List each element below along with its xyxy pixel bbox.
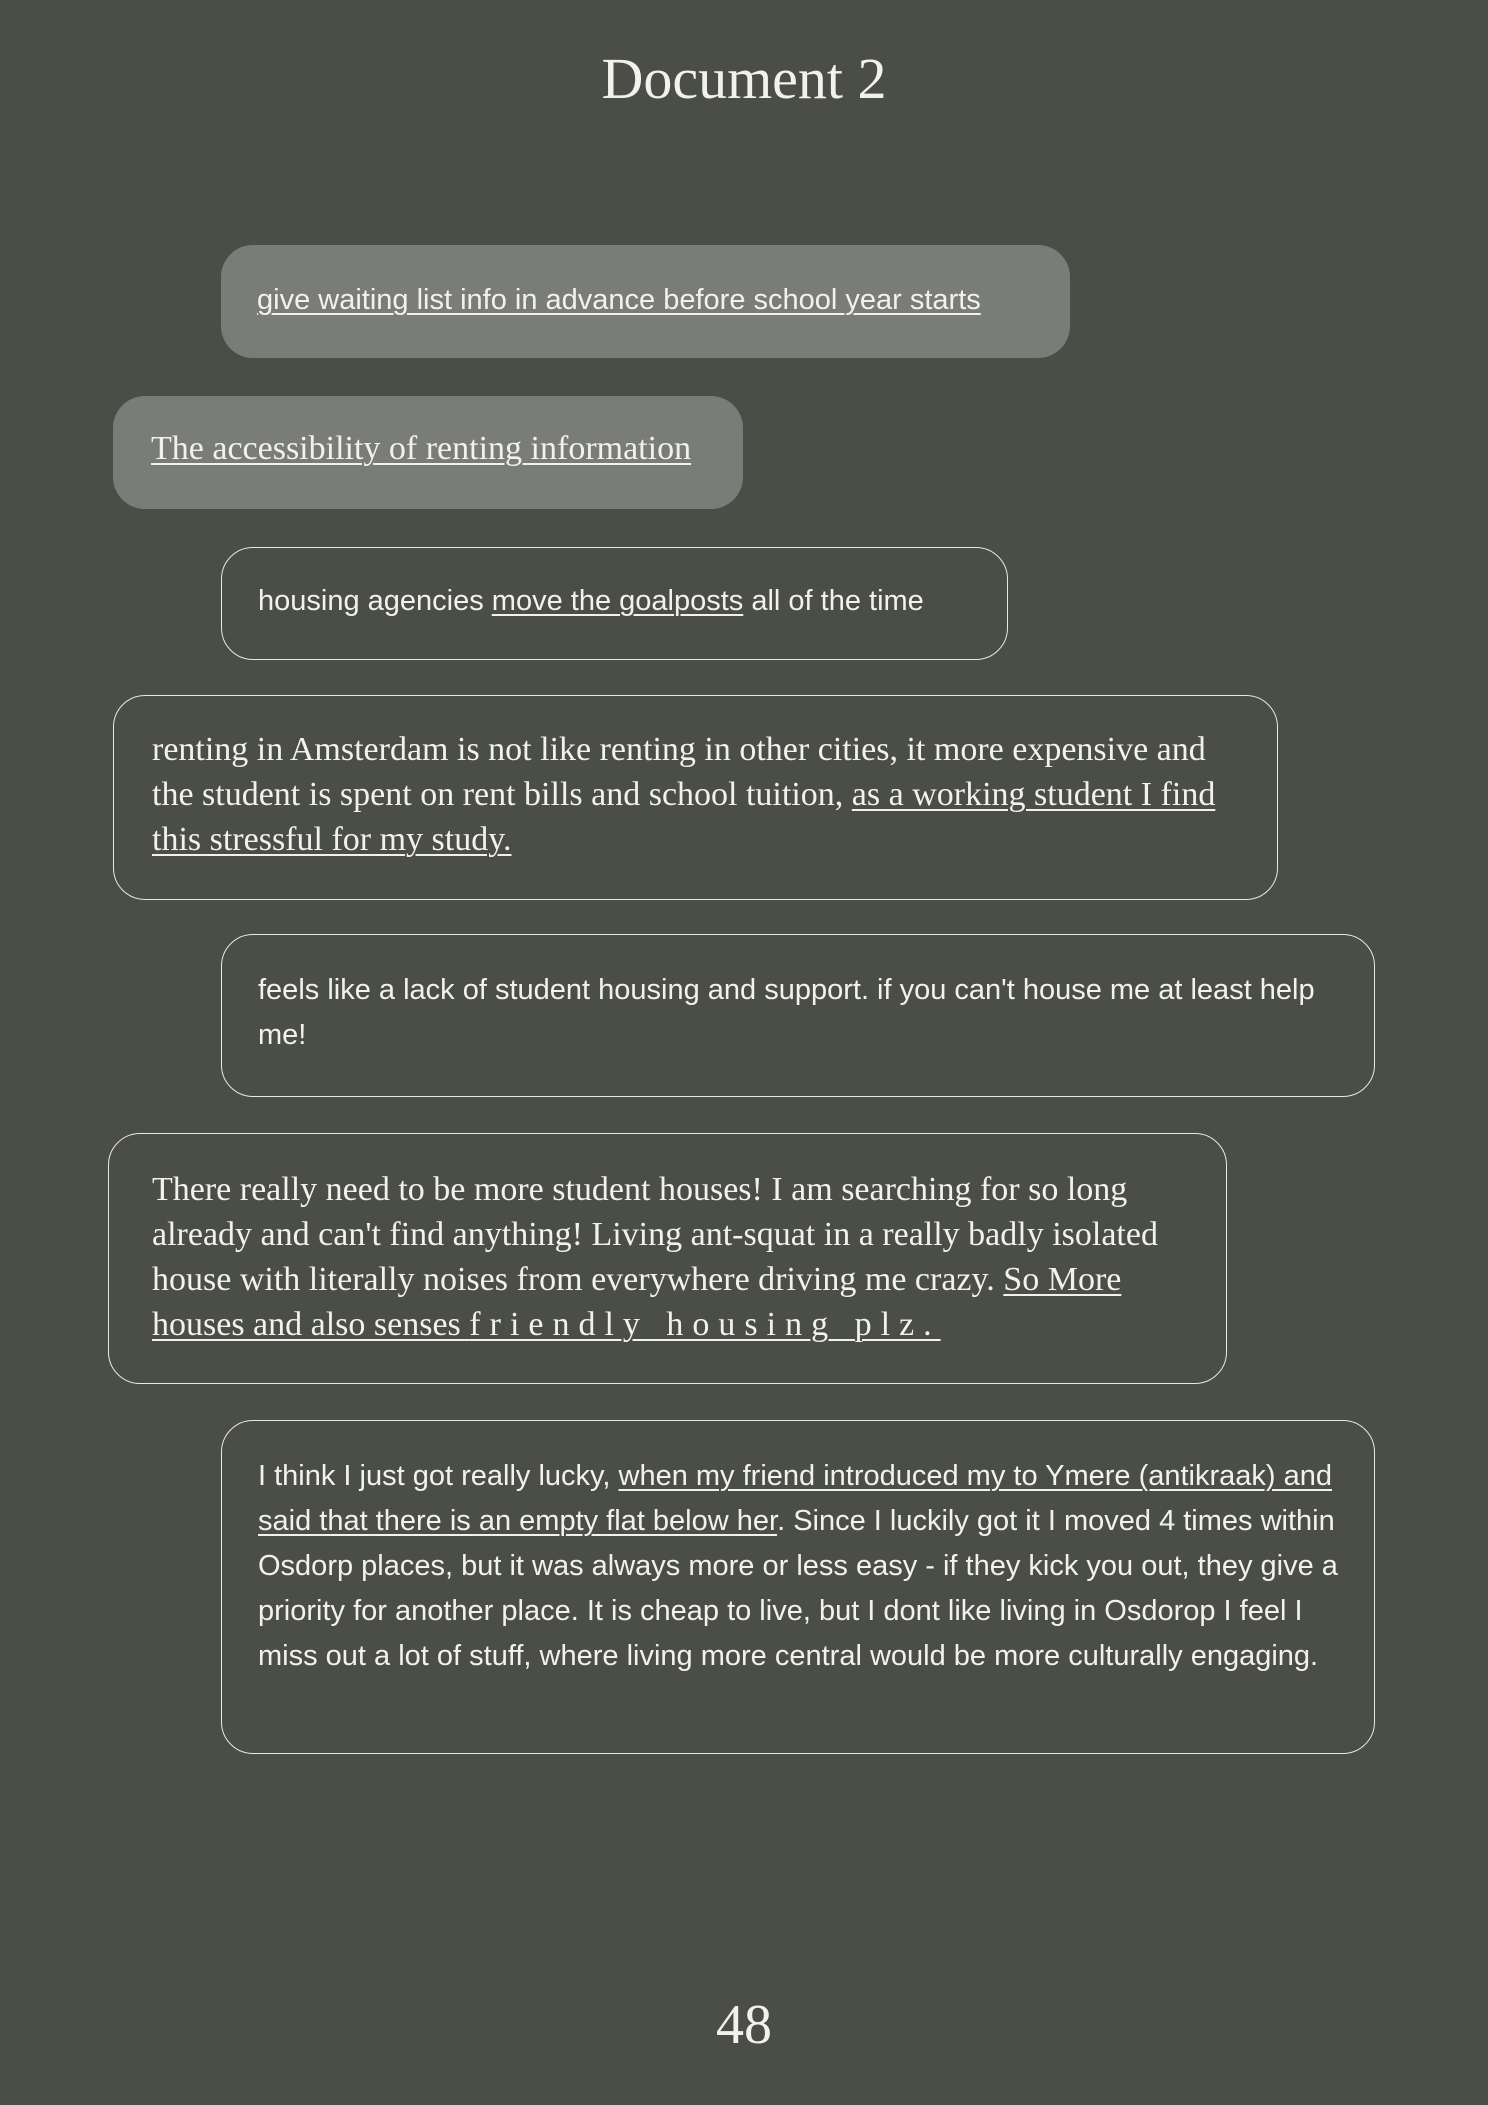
- comment-bubble: [113, 396, 743, 509]
- comment-bubble: [108, 1133, 1227, 1384]
- comment-underlined-text: So More houses and also senses: [152, 1261, 1122, 1343]
- comment-text: renting in Amsterdam is not like renting in other cities, it more expensive and the student is spent on rent bills and school tuition,: [152, 731, 1206, 813]
- comment-text: all of the time: [743, 585, 924, 617]
- comment-spaced-text: friendly housing plz.: [469, 1306, 941, 1343]
- comment-bubble: [221, 245, 1070, 358]
- comment-underlined-text: when my friend introduced my to Ymere (antikraak) and said that there is an empty flat below her: [258, 1460, 1333, 1537]
- comment-bubble: [221, 547, 1008, 660]
- comment-text: I think I just got really lucky,: [258, 1460, 619, 1492]
- page-title: Document 2: [601, 46, 887, 111]
- comment-underlined-text: The accessibility of renting information: [151, 430, 692, 467]
- page-number: 48: [716, 1994, 772, 2056]
- comment-text: housing agencies: [258, 585, 492, 617]
- comment-text: There really need to be more student houses! I am searching for so long already and can't find anything! Living ant-squat in a really badly isolated house with literally noises from everywhere driving me crazy.: [152, 1171, 1158, 1298]
- comment-underlined-text: as a working student I find this stressful for my study.: [152, 776, 1216, 858]
- comment-text: feels like a lack of student housing and support. if you can't house me at least help me!: [258, 974, 1315, 1051]
- comment-bubble: [113, 695, 1278, 900]
- comment-bubble: [221, 1420, 1375, 1754]
- comment-bubble: [221, 934, 1375, 1097]
- comment-underlined-text: move the goalposts: [491, 585, 744, 617]
- comment-text: . Since I luckily got it I moved 4 times within Osdorp places, but it was always more or less easy - if they kick you out, they give a priority for another place. It is cheap to live, but I dont like living in Osdorop I feel I miss out a lot of stuff, where living more central would be more culturally engaging.: [258, 1505, 1338, 1672]
- comment-underlined-text: give waiting list info in advance before school year starts: [257, 284, 981, 316]
